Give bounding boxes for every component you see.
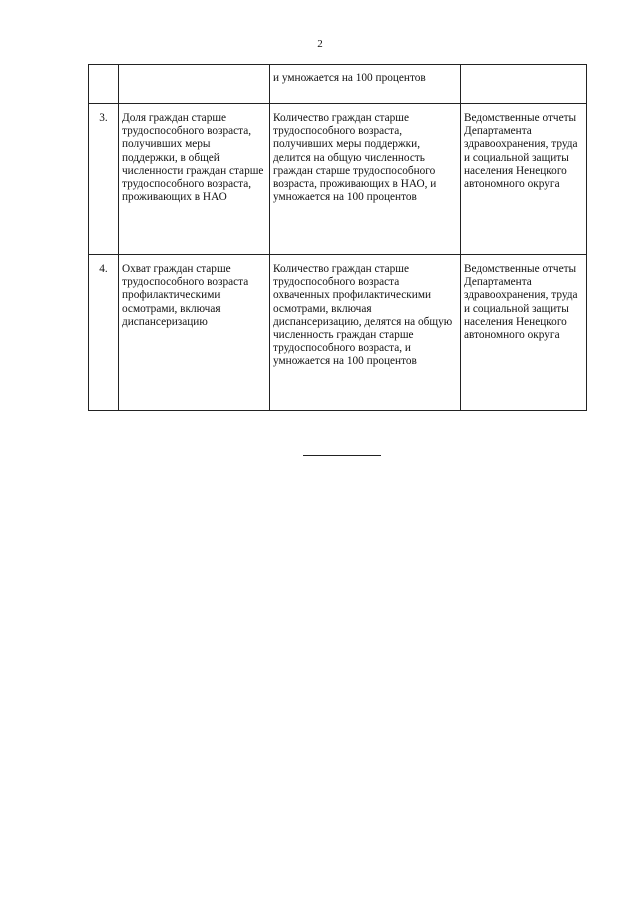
row-number-cell: 4. [89,255,119,411]
data-source-cell: Ведомственные отчеты Департамента здравоохранения, труда и социальной защиты населения Ненецкого автономного округа [461,255,587,411]
calculation-method-cell: Количество граждан старше трудоспособного возраста охваченных профилактическими осмотрами, включая диспансеризацию, делятся на общую численность граждан старше трудоспособного возраста, и умножается на 100 процентов [270,255,461,411]
data-source-cell [461,65,587,104]
calculation-method-cell: и умножается на 100 процентов [270,65,461,104]
end-of-document-rule [303,455,381,456]
page-number: 2 [317,38,323,50]
table-row [89,255,587,411]
indicator-cell: Охват граждан старше трудоспособного возраста профилактическими осмотрами, включая диспансеризацию [119,255,270,411]
indicator-cell: Доля граждан старше трудоспособного возраста, получивших меры поддержки, в общей численности граждан старше трудоспособного возраста, проживающих в НАО [119,104,270,255]
row-number-cell [89,65,119,104]
data-source-cell: Ведомственные отчеты Департамента здравоохранения, труда и социальной защиты населения Ненецкого автономного округа [461,104,587,255]
table-row [89,104,587,255]
table-row-continuation [89,65,587,104]
calculation-method-cell: Количество граждан старше трудоспособного возраста, получивших меры поддержки, делится на общую численность граждан старше трудоспособного возраста, проживающих в НАО, и умножается на 100 процентов [270,104,461,255]
indicators-table [88,64,587,411]
row-number-cell: 3. [89,104,119,255]
indicator-cell [119,65,270,104]
